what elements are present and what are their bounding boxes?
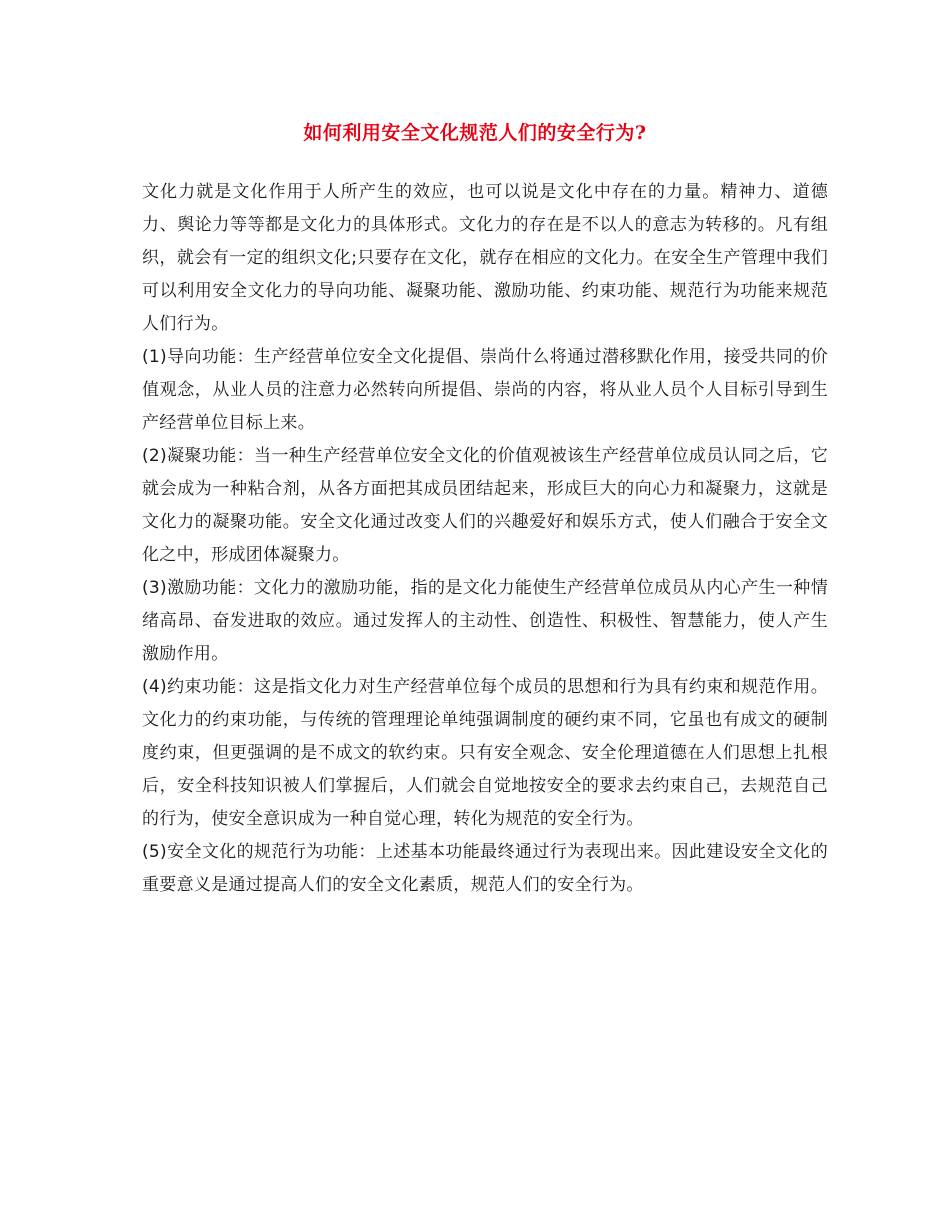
paragraph-cohesion-function: (2)凝聚功能：当一种生产经营单位安全文化的价值观被该生产经营单位成员认同之后，它就会成为一种粘合剂，从各方面把其成员团结起来，形成巨大的向心力和凝聚力，这就是文化力的凝聚功能。安全文化通过改变人们的兴趣爱好和娱乐方式，使人们融合于安全文化之中，形成团体凝聚力。 (142, 446, 828, 565)
paragraph-intro: 文化力就是文化作用于人所产生的效应，也可以说是文化中存在的力量。精神力、道德力、舆论力等等都是文化力的具体形式。文化力的存在是不以人的意志为转移的。凡有组织，就会有一定的组织文化;只要存在文化，就存在相应的文化力。在安全生产管理中我们可以利用安全文化力的导向功能、凝聚功能、激励功能、约束功能、规范行为功能来规范人们行为。 (142, 182, 828, 334)
document-title: 如何利用安全文化规范人们的安全行为? (303, 122, 647, 144)
paragraph-behavior-norm-function: (5)安全文化的规范行为功能：上述基本功能最终通过行为表现出来。因此建设安全文化的重要意义是通过提高人们的安全文化素质，规范人们的安全行为。 (142, 842, 828, 895)
paragraph-guidance-function: (1)导向功能：生产经营单位安全文化提倡、崇尚什么将通过潜移默化作用，接受共同的价值观念，从业人员的注意力必然转向所提倡、崇尚的内容，将从业人员个人目标引导到生产经营单位目标上来。 (142, 347, 828, 433)
paragraph-motivation-function: (3)激励功能：文化力的激励功能，指的是文化力能使生产经营单位成员从内心产生一种情绪高昂、奋发进取的效应。通过发挥人的主动性、创造性、积极性、智慧能力，使人产生激励作用。 (142, 578, 828, 664)
paragraph-constraint-function: (4)约束功能：这是指文化力对生产经营单位每个成员的思想和行为具有约束和规范作用。文化力的约束功能，与传统的管理理论单纯强调制度的硬约束不同，它虽也有成文的硬制度约束，但更强调的是不成文的软约束。只有安全观念、安全伦理道德在人们思想上扎根后，安全科技知识被人们掌握后，人们就会自觉地按安全的要求去约束自己，去规范自己的行为，使安全意识成为一种自觉心理，转化为规范的安全行为。 (142, 677, 828, 829)
document-body (142, 176, 828, 902)
